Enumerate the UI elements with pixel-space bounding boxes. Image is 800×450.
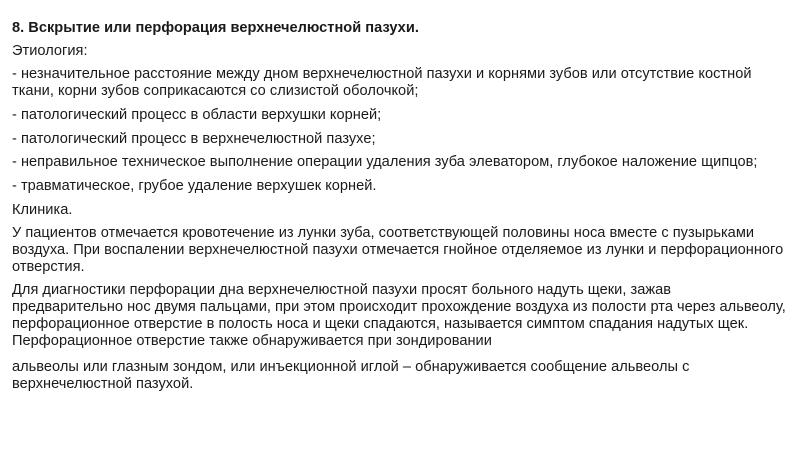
slide-title: 8. Вскрытие или перфорация верхнечелюстной пазухи. <box>12 20 419 36</box>
clinic-paragraph: У пациентов отмечается кровотечение из лунки зуба, соответствующей половины носа вместе с пузырьками воздуха. При воспалении верхнечелюстной пазухи отмечается гнойное отделяемое из лунки и перфорационного отверстия. <box>12 225 784 275</box>
etiology-item: - незначительное расстояние между дном верхнечелюстной пазухи и корнями зубов или отсутствие костной ткани, корни зубов соприкасаются со слизистой оболочкой; <box>12 66 752 100</box>
etiology-item: - патологический процесс в области верхушки корней; <box>12 106 382 123</box>
clinic-paragraph: Для диагностики перфорации дна верхнечелюстной пазухи просят больного надуть щеки, зажав предварительно нос двумя пальцами, при этом происходит прохождение воздуха из полости рта через альвеолу, перфорационное отверстие в полость носа и щеки спадаются, называется симптом спадания надутых щек. Перфорационное отверстие также обнаруживается при зондировании <box>12 282 786 349</box>
etiology-heading: Этиология: <box>12 42 88 59</box>
etiology-item: - травматическое, грубое удаление верхушек корней. <box>12 177 377 194</box>
clinic-heading: Клиника. <box>12 201 73 218</box>
etiology-item: - патологический процесс в верхнечелюстной пазухе; <box>12 130 376 147</box>
etiology-item: - неправильное техническое выполнение операции удаления зуба элеватором, глубокое наложение щипцов; <box>12 154 758 171</box>
clinic-paragraph: альвеолы или глазным зондом, или инъекционной иглой – обнаруживается сообщение альвеолы с верхнечелюстной пазухой. <box>12 359 690 392</box>
